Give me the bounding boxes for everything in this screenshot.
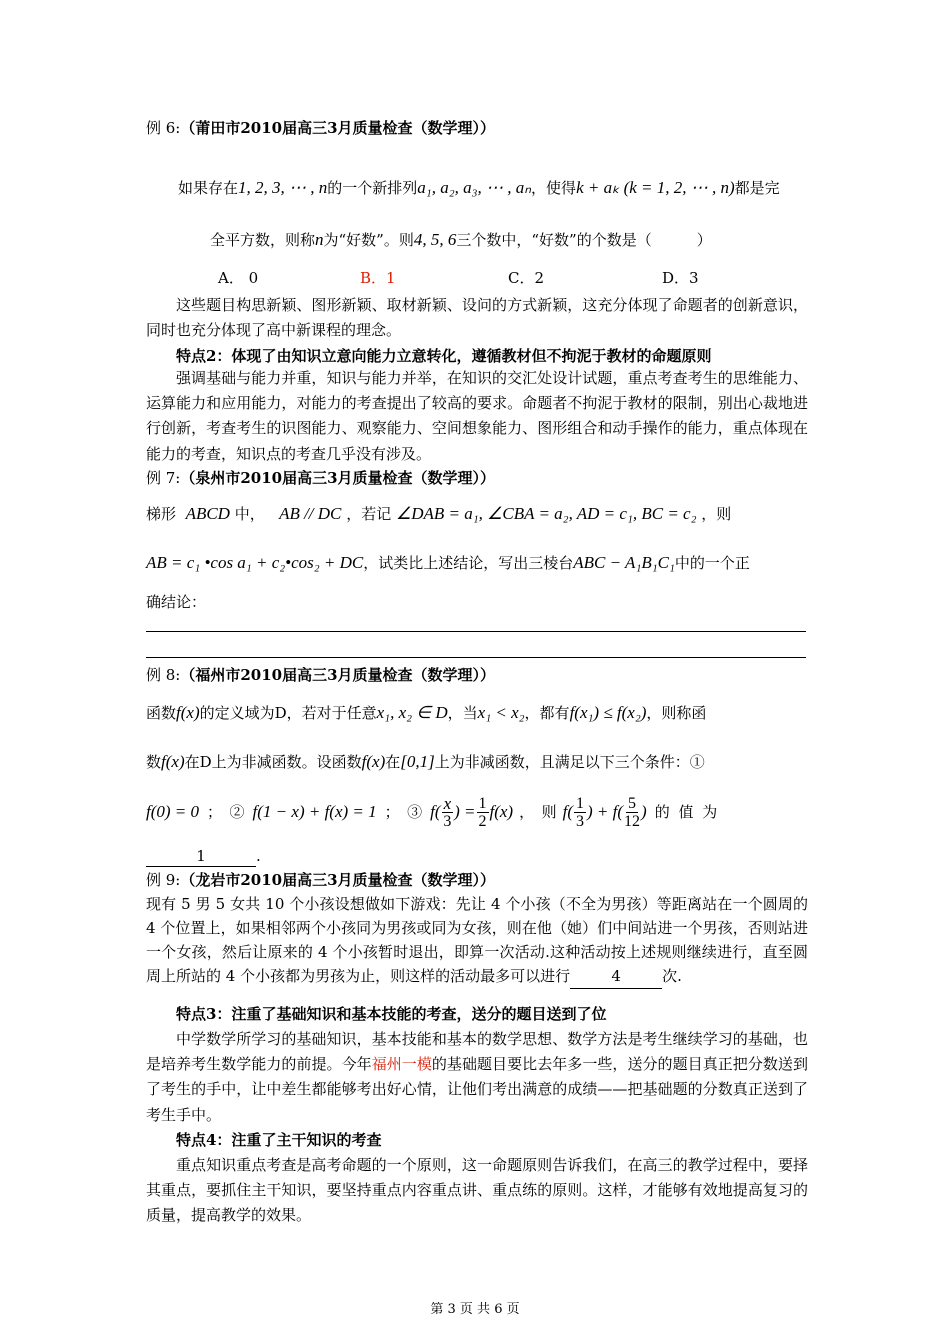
text: 中的一个正 [674, 554, 750, 572]
ex9-body [146, 892, 808, 989]
math-condition-1: f(0) = 0 [146, 802, 200, 821]
ex6-option-b: B．1 [360, 269, 396, 287]
fraction-1-over-2 [477, 795, 489, 830]
ex7-heading [146, 468, 495, 488]
ex6-option-d: D．3 [662, 269, 699, 287]
math-fx: f(x) [161, 752, 185, 771]
paragraph-3 [146, 1027, 808, 1128]
ex6-source: （莆田市2010届高三3月质量检查（数学理）） [180, 119, 496, 137]
text: ，若记 [346, 505, 392, 523]
denominator: 3 [443, 812, 452, 830]
text: 的定义域为D，若对于任意 [199, 704, 377, 722]
text: 中， [234, 505, 265, 523]
text: 数 [146, 753, 162, 771]
paragraph-2: 强调基础与能力并重，知识与能力并举，在知识的交汇处设计试题，重点考查考生的思维能力、运算能力和应用能力，对能力的考查提出了较高的要求。命题者不拘泥于教材的限制，别出心裁地进行创新，考查考生的识图能力、观察能力、空间想象能力、图形组合和动手操作的能力，重点体现在能力的考查，知识点的考查几乎没有涉及。 [146, 369, 808, 463]
fraction-5-over-12 [624, 795, 640, 830]
page-footer: 第 3 页 共 6 页 [430, 1302, 520, 1317]
math-condition: ∠DAB = a₁, ∠CBA = a₂, AD = c₁, BC = c₂ [395, 504, 697, 523]
text: 为“好数”。则 [323, 231, 414, 249]
ex7-line2 [146, 553, 750, 573]
answer-blank: 4 [570, 964, 662, 989]
answer-blank: 1 [146, 846, 256, 867]
text: 中学数学所学习的基础知识，基本技能和基本的数学思想、数学方法是考生继续学习的基础，也是培养考生数学能力的前提。今年 [146, 1030, 808, 1074]
math-eq: ) = [454, 802, 476, 821]
math-plus: ) + f( [587, 802, 624, 821]
ex8-label: 例 8: [146, 666, 181, 684]
paragraph-4: 重点知识重点考查是高考命题的一个原则，这一命题原则告诉我们，在高三的教学过程中，要择其重点，要抓住主干知识，要坚持重点内容重点讲、重点练的原则。这样，才能够有效地提高复习的质量，提高教学的效果。 [146, 1156, 808, 1225]
text: 现有 5 男 5 女共 10 个小孩设想做如下游戏：先让 4 个小孩（不全为男孩）等距离站在一个圆周的 4 个位置上，如果相邻两个小孩同为男孩或同为女孩，则在他（她）们中间站进一个男孩，否则站进一个女孩，然后让原来的 4 个小孩暂时退出，即算一次活动.这种活动按上述规则继续进行，直至圆周上所站的 4 个小孩都为男孩为止，则这样的活动最多可以进行 [146, 895, 808, 985]
ex6-question-line2 [210, 230, 712, 250]
ex8-line1 [146, 703, 706, 723]
text: . [256, 847, 261, 865]
numerator: x [443, 793, 452, 813]
text: 在 [385, 753, 401, 771]
text: ，试类比上述结论，写出三棱台 [363, 554, 574, 572]
math-f: f( [430, 802, 441, 821]
math-n: n [315, 230, 324, 249]
ex7-line3: 确结论： [146, 593, 207, 611]
math-abcd: ABCD [185, 504, 230, 523]
text: ，使得 [531, 179, 577, 197]
highlight-text: 福州一模 [371, 1055, 432, 1074]
text: ； ② [207, 803, 245, 821]
ex7-source: （泉州市2010届高三3月质量检查（数学理）） [180, 469, 496, 487]
ex6-heading [146, 118, 495, 138]
text: 梯形 [146, 505, 177, 523]
answer-line-2 [146, 657, 806, 658]
ex6-question-line1 [178, 178, 780, 198]
ex8-answer-line [146, 846, 261, 867]
math-fx: f(x) [176, 703, 200, 722]
ex9-source: （龙岩市2010届高三3月质量检查（数学理）） [180, 871, 496, 889]
text: 在D上为非减函数。设函数 [184, 753, 362, 771]
math-le: f(x₁) ≤ f(x₂) [569, 703, 647, 722]
math-condition-2: f(1 − x) + f(x) = 1 [252, 802, 377, 821]
text: ； ③ [384, 803, 423, 821]
text: 三个数中，“好数”的个数是（ ） [456, 231, 712, 249]
math-interval: [0,1] [400, 752, 435, 771]
text: 全平方数，则称 [210, 231, 316, 249]
math-permutation: a₁, a₂, a₃, ⋯ , aₙ [417, 178, 532, 197]
text: 如果存在 [178, 179, 239, 197]
text: 函数 [146, 704, 177, 722]
math-close: ) [641, 802, 647, 821]
ex8-source: （福州市2010届高三3月质量检查（数学理）） [180, 666, 496, 684]
math-f: f( [562, 802, 573, 821]
text: ， 则 [519, 803, 557, 821]
text: 都是完 [734, 179, 780, 197]
ex8-line2 [146, 752, 705, 772]
text: 次. [662, 967, 682, 985]
ex6-option-a: A． 0 [218, 269, 259, 287]
text: 的基础题目要比去年多一些，送分的题目真正把分数送到了考生的手中，让中差生都能够考出好心情，让他们考出满意的成绩——把基础题的分数真正送到了考生手中。 [146, 1055, 808, 1124]
ex7-label: 例 7: [146, 469, 181, 487]
math-frustum: ABC − A₁B₁C₁ [573, 553, 675, 572]
numerator: 1 [478, 794, 487, 812]
text: ，当 [447, 704, 478, 722]
math-parallel: AB // DC [279, 504, 342, 523]
fraction-x-over-3 [442, 795, 454, 830]
ex9-label: 例 9: [146, 871, 181, 889]
ex6-label: 例 6: [146, 119, 181, 137]
denominator: 12 [624, 812, 641, 830]
numerator: 5 [628, 794, 637, 812]
math-equation: AB = c₁ •cos a₁ + c₂•cos₂ + DC [146, 553, 364, 572]
math-set: 1, 2, 3, ⋯ , n [238, 178, 328, 197]
math-domain: x₁, x₂ ∈ D [376, 703, 448, 722]
answer-line-1 [146, 631, 806, 632]
ex8-line3 [146, 792, 719, 832]
math-numbers: 4, 5, 6 [413, 230, 457, 249]
math-condition: k + aₖ (k = 1, 2, ⋯ , n) [576, 178, 735, 197]
text: 的 值 为 [654, 803, 720, 821]
feature-3-heading: 特点3：注重了基础知识和基本技能的考查，送分的题目送到了位 [176, 1005, 607, 1023]
feature-2-heading: 特点2：体现了由知识立意向能力立意转化，遵循教材但不拘泥于教材的命题原则 [176, 347, 712, 365]
paragraph-1: 这些题目构思新颖、图形新颖、取材新颖、设问的方式新颖，这充分体现了命题者的创新意识，同时也充分体现了高中新课程的理念。 [146, 296, 808, 340]
denominator: 2 [478, 812, 487, 830]
numerator: 1 [576, 794, 584, 812]
text: ，则称函 [646, 704, 707, 722]
text: ，都有 [524, 704, 570, 722]
ex9-heading [146, 870, 495, 890]
math-lt: x₁ < x₂ [477, 703, 525, 722]
denominator: 3 [576, 812, 584, 830]
math-fx: f(x) [489, 802, 514, 821]
text: 的一个新排列 [327, 179, 418, 197]
ex7-line1 [146, 504, 806, 524]
text: ，则 [701, 505, 732, 523]
feature-4-heading: 特点4：注重了主干知识的考查 [176, 1131, 382, 1149]
fraction-1-over-3 [574, 795, 586, 830]
math-fx: f(x) [361, 752, 386, 771]
text: 上为非减函数，且满足以下三个条件：① [434, 753, 705, 771]
ex8-heading [146, 665, 495, 685]
ex6-option-c: C．2 [508, 269, 545, 287]
